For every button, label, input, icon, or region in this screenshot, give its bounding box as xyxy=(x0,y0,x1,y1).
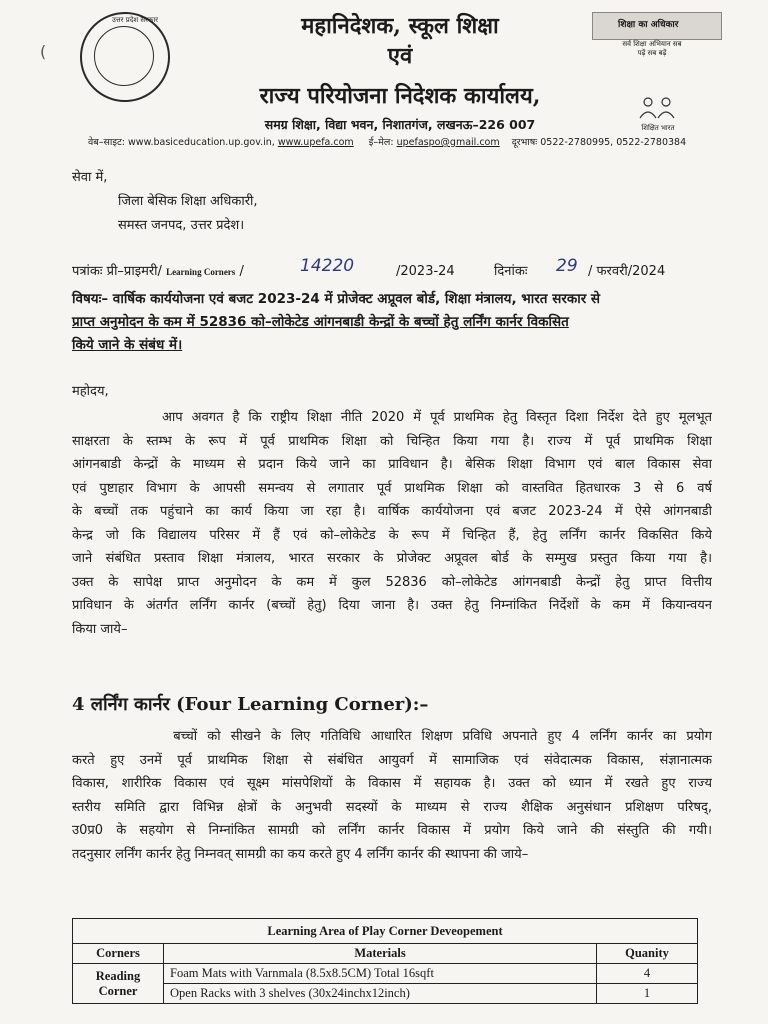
paragraph-2 xyxy=(72,725,712,866)
table-row xyxy=(73,984,698,1004)
ref-number-handwritten: 14220 xyxy=(300,256,355,276)
office-title-line2: एवं xyxy=(387,43,413,69)
phone-numbers: 0522-2780995, 0522-2780384 xyxy=(540,137,687,148)
ref-year: /2023-24 xyxy=(396,264,455,279)
para1-line: एवं पुष्टाहार विभाग के आपसी समन्वय से लगातार पूर्व प्राथमिक शिक्षा को वास्तवित हितधारक 3 से 6 वर्ष xyxy=(72,480,712,496)
office-title-line1: महानिदेशक, स्कूल शिक्षा xyxy=(301,13,499,39)
material-cell: Open Racks with 3 shelves (30x24inchx12inch) xyxy=(164,984,597,1004)
date-label: दिनांकः xyxy=(494,264,528,279)
rte-logo xyxy=(592,12,720,64)
ref-section: Learning Corners xyxy=(166,267,236,277)
para1-line: के बच्चों तक पहुंचाने का कार्य किया जा रहा है। वार्षिक कार्ययोजना एवं बजट 2023-24 में ऐसे आंगनबाडी xyxy=(72,504,712,519)
para2-line: उ0प्र0 के सहयोग से निम्नांकित सामग्री को लर्निंग कार्नर विकास में प्रयोग किये जाने की संस्तुति की गयी। xyxy=(72,823,712,838)
para1-line: किया जाये– xyxy=(72,621,128,637)
shikshit-bharat-caption: शिक्षित भारत xyxy=(641,124,675,132)
quantity-cell: 4 xyxy=(597,964,698,984)
ref-sep: / xyxy=(239,264,244,279)
corner-cell: Reading Corner xyxy=(73,964,164,1004)
para2-line: तदनुसार लर्निंग कार्नर हेतु निम्नवत् सामग्री का कय करते हुए 4 लर्निंग कार्नर की स्थापना की जाये– xyxy=(72,846,529,862)
website-link-1[interactable]: www.basiceducation.up.gov.in, xyxy=(128,137,275,148)
website-label: वेब–साइट: xyxy=(88,137,125,148)
margin-mark: ( xyxy=(40,42,47,61)
contact-line xyxy=(88,135,708,148)
rte-logo-tagline: सर्व शिक्षा अभियान सब पढ़ें सब बढ़ें xyxy=(622,40,682,57)
subject-line2: प्राप्त अनुमोदन के कम में 52836 को–लोकेटेड आंगनबाडी केन्द्रों के बच्चों हेतु लर्निंग कार्नर विकसित xyxy=(72,314,569,330)
subject-line1: विषयः– वार्षिक कार्ययोजना एवं बजट 2023-24 में प्रोजेक्ट अप्रूवल बोर्ड, शिक्षा मंत्रालय, भारत सरकार से xyxy=(72,291,601,307)
col-header-materials: Materials xyxy=(164,944,597,964)
para2-line: स्तरीय समिति द्वारा विभिन्न क्षेत्रों के अनुभवी सदस्यों के माध्यम से राज्य शैक्षिक अनुसंधान प्रशिक्षण परिषद्, xyxy=(72,799,712,815)
para1-line: साक्षरता के स्तम्भ के रूप में पूर्व प्राथमिक शिक्षा को चिन्हित किया गया है। राज्य में पूर्व प्राथमिक शिक्षा xyxy=(72,433,712,449)
salutation: महोदय, xyxy=(72,384,109,399)
sewa-me: सेवा में, xyxy=(72,170,108,185)
email-label: ई–मेल: xyxy=(368,137,394,148)
office-title-line3: राज्य परियोजना निदेशक कार्यालय, xyxy=(259,83,541,109)
para1-line: केन्द्र जो कि विद्यालय परिसर में हैं एवं को–लोकेटेड के रूप में चिन्हित हैं, हेतु लर्निंग कार्नर विकसित किये xyxy=(72,527,712,543)
materials-table xyxy=(72,918,698,1004)
email-link[interactable]: upefaspo@gmail.com xyxy=(396,137,500,148)
children-figure-icon xyxy=(634,96,682,120)
para2-line: करते हुए उनमें पूर्व प्राथमिक शिक्षा से संबंधित आयुवर्ग में सामाजिक एवं संवेदात्मक विकास, संज्ञानात्मक xyxy=(72,752,712,768)
table-header-row xyxy=(73,944,698,964)
phone-label: दूरभाषः xyxy=(511,137,538,148)
date-day-handwritten: 29 xyxy=(556,256,578,276)
col-header-quantity: Quanity xyxy=(597,944,698,964)
date-month-year: / फरवरी/2024 xyxy=(588,264,666,279)
para1-line: आंगनबाडी केन्द्रों के माध्यम से प्रदान किये जाने का प्राविधान है। बेसिक शिक्षा विभाग एवं बाल विकास सेवा xyxy=(72,457,712,472)
col-header-corners: Corners xyxy=(73,944,164,964)
quantity-cell: 1 xyxy=(597,984,698,1004)
para2-line: बच्चों को सीखने के लिए गतिविधि आधारित शिक्षण प्रविधि अपनाते हुए 4 लर्निंग कार्नर का प्रयोग xyxy=(72,729,712,744)
para1-line: उक्त के सापेक्ष प्राप्त अनुमोदन के कम में कुल 52836 को–लोकेटेड आंगनबाडी केन्द्रों हेतु प्राप्त वित्तीय xyxy=(72,574,712,590)
para1-line: जाने संबंधित प्रस्ताव शिक्षा मंत्रालय, भारत सरकार के प्रोजेक्ट अप्रूवल बोर्ड के सम्मुख प्रस्तुत किया गया है। xyxy=(72,551,712,566)
ref-line xyxy=(72,264,244,280)
section-heading: 4 लर्निंग कार्नर (Four Learning Corner):– xyxy=(72,694,429,715)
seal-text: उत्तर प्रदेश सरकार xyxy=(111,16,159,24)
rte-logo-title: शिक्षा का अधिकार xyxy=(618,20,679,30)
seal-emblem xyxy=(94,26,154,86)
para1-line: आप अवगत है कि राष्ट्रीय शिक्षा नीति 2020 में पूर्व प्राथमिक हेतु विस्तृत दिशा निर्देश देते हुए मूलभूत xyxy=(72,410,712,425)
ref-prefix: पत्रांकः प्री–प्राइमरी/ xyxy=(72,264,162,279)
para2-line: विकास, शारीरिक विकास एवं सूक्ष्म मांसपेशियों के विकास में सहायक है। उक्त को ध्यान में रखते हुए राज्य xyxy=(72,776,712,791)
office-address: समग्र शिक्षा, विद्या भवन, निशातगंज, लखनऊ–226 007 xyxy=(264,117,536,132)
addressee-line2: समस्त जनपद, उत्तर प्रदेश। xyxy=(118,218,245,233)
table-caption: Learning Area of Play Corner Deveopement xyxy=(73,919,698,944)
table-row xyxy=(73,964,698,984)
subject-line3: किये जाने के संबंध में। xyxy=(72,337,183,353)
shikshit-bharat-logo xyxy=(628,96,688,133)
para1-line: प्राविधान के अंतर्गत लर्निंग कार्नर (बच्चों हेतु) दिया जाना है। उक्त हेतु निम्नांकित निर्देशों के कम में कियान्वयन xyxy=(72,598,712,613)
subject-block xyxy=(72,288,712,357)
website-link-2[interactable]: www.upefa.com xyxy=(277,137,354,148)
material-cell: Foam Mats with Varnmala (8.5x8.5CM) Total 16sqft xyxy=(164,964,597,984)
paragraph-1 xyxy=(72,406,712,641)
addressee-line1: जिला बेसिक शिक्षा अधिकारी, xyxy=(118,194,258,209)
